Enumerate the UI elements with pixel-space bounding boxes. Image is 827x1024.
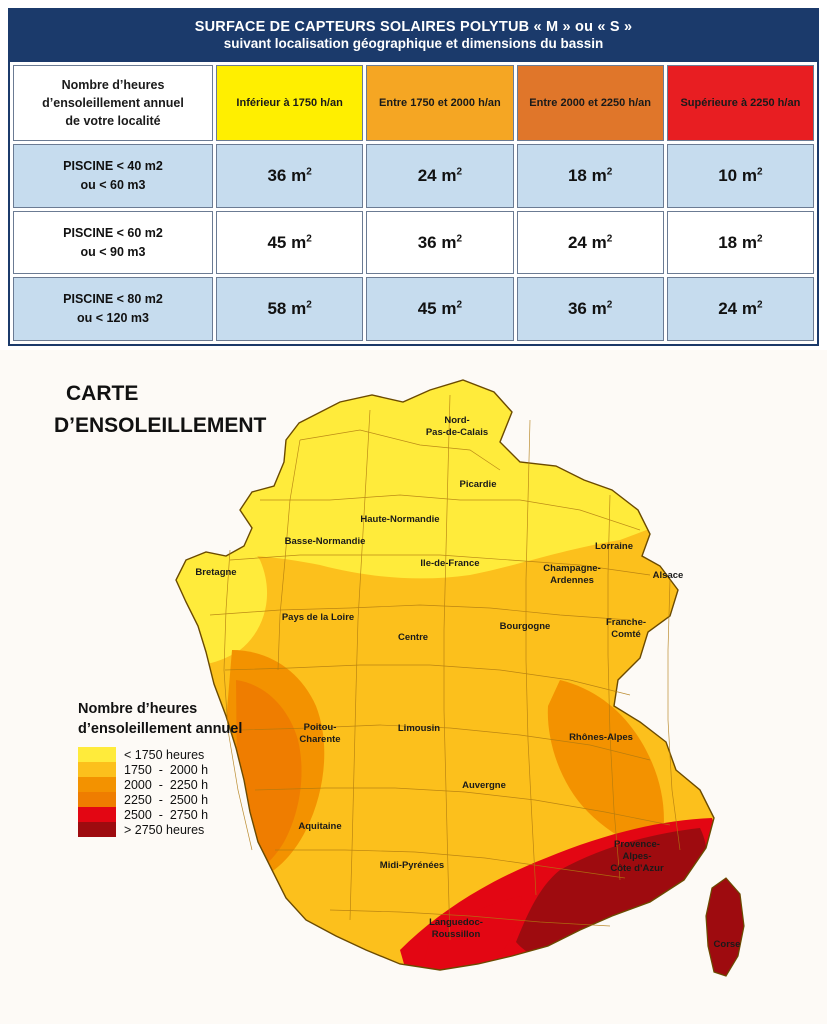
legend-swatch-2000-2250: [78, 777, 116, 792]
region-label-champagne-ardennes: Champagne-: [543, 563, 601, 574]
cell-r1-c1: [366, 211, 513, 275]
cell-unit-exponent: 2: [306, 232, 312, 244]
cell-value: 18 m: [567, 166, 607, 186]
region-label-paca-line3: Côte d’Azur: [610, 863, 664, 874]
row-label-piscine-80: [13, 277, 213, 341]
corner-header-line1: Nombre d’heures: [61, 78, 165, 92]
cell-r1-c0: [216, 211, 363, 275]
cell-value: 36 m: [267, 166, 307, 186]
region-label-paca-line2: Alpes-: [622, 851, 652, 862]
column-header-1750-2000: Entre 1750 et 2000 h/an: [366, 65, 513, 141]
cell-unit-exponent: 2: [456, 299, 463, 311]
cell-unit-exponent: 2: [756, 299, 763, 311]
legend-label-2500-2750: 2500 - 2750 h: [124, 807, 209, 822]
region-label-champagne-ardennes-line2: Ardennes: [550, 575, 594, 586]
row-label-line1: PISCINE < 80 m2: [63, 292, 163, 307]
legend-rows: [78, 747, 248, 837]
legend-label-2250-2500: 2250 - 2500 h: [124, 792, 209, 807]
legend-title-line2: d’ensoleillement annuel: [78, 720, 243, 737]
legend-item: [78, 762, 248, 777]
cell-value: 45 m: [417, 299, 457, 319]
cell-unit-exponent: 2: [306, 166, 312, 178]
solar-surface-table-block: [8, 8, 819, 346]
region-label-bretagne: Bretagne: [195, 567, 237, 578]
france-sunshine-map: [0, 350, 827, 1024]
cell-unit-exponent: 2: [606, 232, 613, 244]
region-label-paca: Provence-: [614, 839, 660, 850]
table-row: [13, 211, 814, 275]
cell-value: 36 m: [567, 299, 607, 319]
table-header-row: [13, 65, 814, 141]
cell-r0-c3: [667, 144, 814, 208]
region-label-franche-comte: Franche-: [605, 617, 647, 628]
region-label-poitou-charente: Poitou-: [303, 722, 337, 733]
region-label-basse-normandie: Basse-Normandie: [284, 536, 366, 547]
legend-item: [78, 777, 248, 792]
legend-item: [78, 807, 248, 822]
table-head: [13, 65, 814, 141]
cell-r2-c0: [216, 277, 363, 341]
table-corner-header: [13, 65, 213, 141]
legend-swatch-over-2750: [78, 822, 116, 837]
region-label-nord-pas-de-calais-line2: Pas-de-Calais: [425, 427, 489, 438]
legend-swatch-under-1750: [78, 747, 116, 762]
row-label-line1: PISCINE < 60 m2: [63, 225, 163, 240]
legend-title-line1: Nombre d’heures: [78, 701, 198, 717]
cell-r1-c3: [667, 211, 814, 275]
row-label-line1: PISCINE < 40 m2: [63, 159, 163, 174]
surface-table: [10, 62, 817, 344]
row-label-line2: ou < 90 m3: [80, 244, 146, 259]
table-row: [13, 277, 814, 341]
cell-value: 45 m: [267, 232, 307, 252]
region-label-auvergne: Auvergne: [462, 780, 506, 791]
cell-unit-exponent: 2: [456, 232, 463, 244]
region-label-alsace: Alsace: [652, 570, 684, 581]
legend-label-1750-2000: 1750 - 2000 h: [124, 762, 209, 777]
cell-value: 24 m: [417, 166, 457, 186]
cell-unit-exponent: 2: [756, 166, 763, 178]
table-body: [13, 144, 814, 341]
legend-item: [78, 747, 248, 762]
region-label-centre: Centre: [397, 632, 429, 643]
corsica-shape: [706, 878, 744, 976]
cell-value: 24 m: [718, 299, 757, 319]
cell-r0-c1: [366, 144, 513, 208]
table-title-line1: SURFACE DE CAPTEURS SOLAIRES POLYTUB « M » ou « S »: [194, 19, 633, 35]
map-legend: [78, 700, 248, 837]
region-label-midi-pyrenees: Midi-Pyrénées: [379, 860, 445, 871]
legend-item: [78, 822, 248, 837]
legend-swatch-2500-2750: [78, 807, 116, 822]
table-outer: [8, 8, 819, 346]
map-title-line2: D’ENSOLEILLEMENT: [54, 413, 267, 437]
cell-r2-c1: [366, 277, 513, 341]
region-label-poitou-charente-line2: Charente: [299, 734, 341, 745]
map-title-line1: CARTE: [66, 382, 139, 405]
cell-value: 24 m: [567, 232, 607, 252]
legend-label-over-2750: > 2750 heures: [124, 822, 205, 837]
table-row: [13, 144, 814, 208]
column-header-over-2250: Supérieure à 2250 h/an: [667, 65, 814, 141]
table-title: [10, 10, 817, 62]
region-label-bourgogne: Bourgogne: [499, 621, 551, 632]
cell-unit-exponent: 2: [306, 299, 312, 311]
cell-unit-exponent: 2: [456, 166, 463, 178]
legend-swatch-2250-2500: [78, 792, 116, 807]
sunshine-map-block: [0, 350, 827, 1024]
cell-value: 18 m: [718, 232, 757, 252]
cell-r1-c2: [517, 211, 664, 275]
legend-label-2000-2250: 2000 - 2250 h: [124, 777, 209, 792]
region-label-languedoc-roussillon: Languedoc-: [429, 917, 483, 928]
legend-title: [78, 700, 248, 739]
row-label-line2: ou < 120 m3: [77, 311, 149, 326]
region-label-ile-de-france: Ile-de-France: [420, 558, 480, 569]
corner-header-line2: d’ensoleillement annuel: [42, 96, 184, 111]
region-label-nord-pas-de-calais: Nord-: [444, 415, 470, 426]
region-label-limousin: Limousin: [397, 723, 441, 734]
region-label-corse: Corse: [713, 939, 741, 950]
region-label-picardie: Picardie: [459, 479, 497, 490]
cell-r2-c3: [667, 277, 814, 341]
cell-unit-exponent: 2: [756, 232, 763, 244]
row-label-piscine-40: [13, 144, 213, 208]
cell-r2-c2: [517, 277, 664, 341]
column-header-2000-2250: Entre 2000 et 2250 h/an: [517, 65, 664, 141]
column-header-under-1750: Inférieur à 1750 h/an: [216, 65, 363, 141]
row-label-piscine-60: [13, 211, 213, 275]
cell-unit-exponent: 2: [606, 299, 613, 311]
cell-r0-c0: [216, 144, 363, 208]
map-color-bands: [150, 370, 750, 990]
region-label-rhones-alpes: Rhônes-Alpes: [569, 732, 633, 743]
region-label-franche-comte-line2: Comté: [611, 629, 641, 640]
cell-value: 36 m: [417, 232, 457, 252]
cell-value: 58 m: [267, 299, 307, 319]
legend-label-under-1750: < 1750 heures: [124, 747, 205, 762]
region-label-pays-de-la-loire: Pays de la Loire: [281, 612, 355, 623]
region-label-languedoc-roussillon-line2: Roussillon: [431, 929, 481, 940]
table-title-line2: suivant localisation géographique et dimensions du bassin: [223, 36, 604, 52]
legend-swatch-1750-2000: [78, 762, 116, 777]
cell-unit-exponent: 2: [606, 166, 613, 178]
cell-r0-c2: [517, 144, 664, 208]
region-label-haute-normandie: Haute-Normandie: [360, 514, 440, 525]
corner-header-line3: de votre localité: [65, 114, 161, 129]
region-label-aquitaine: Aquitaine: [298, 821, 342, 832]
legend-item: [78, 792, 248, 807]
region-label-lorraine: Lorraine: [594, 541, 634, 552]
cell-value: 10 m: [718, 166, 757, 186]
row-label-line2: ou < 60 m3: [80, 178, 146, 193]
